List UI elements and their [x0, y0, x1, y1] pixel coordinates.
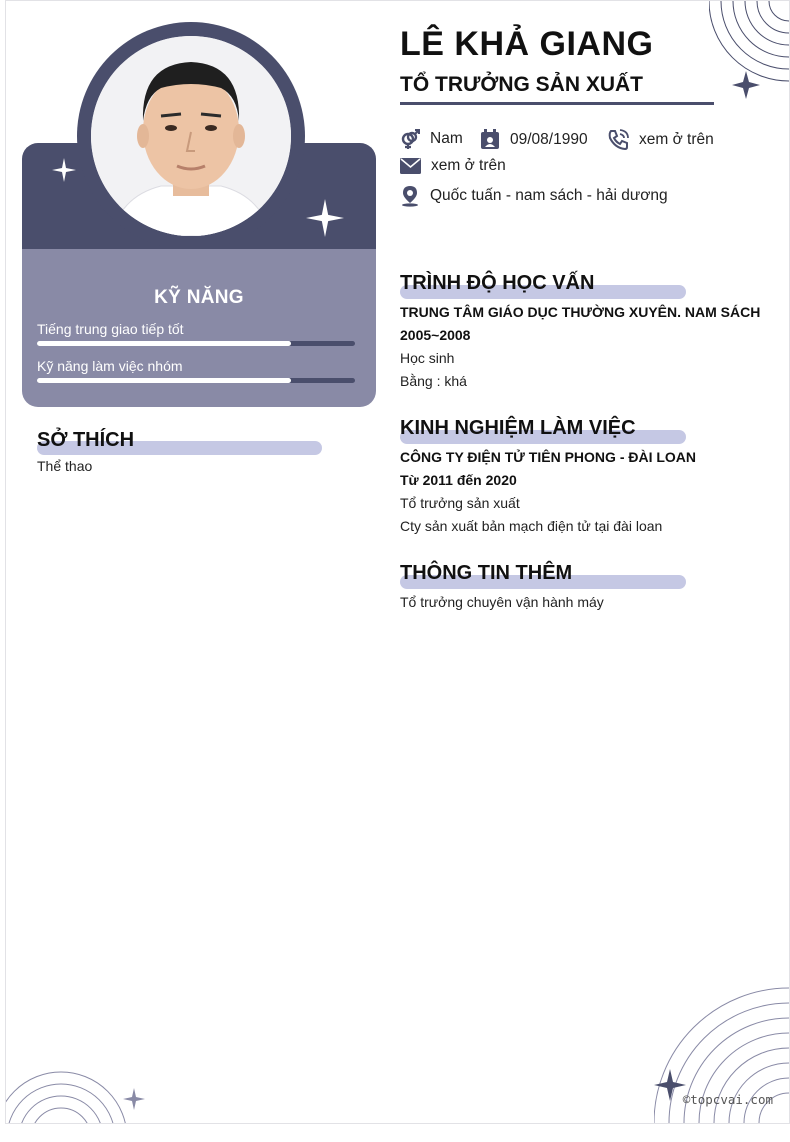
gender-value: Nam [430, 130, 463, 147]
sparkle-icon [52, 158, 76, 182]
hobbies-section [37, 429, 327, 478]
skills-title: KỸ NĂNG [154, 287, 244, 308]
skill-bar [37, 341, 355, 346]
phone-value: xem ở trên [639, 131, 714, 148]
skill-item [37, 358, 355, 383]
section-title: THÔNG TIN THÊM [400, 562, 573, 584]
sparkle-icon [306, 199, 344, 237]
additional-text: Tổ trưởng chuyên vận hành máy [400, 594, 604, 610]
location-icon [400, 185, 420, 207]
contact-address [400, 185, 668, 207]
hobbies-text: Thể thao [37, 458, 93, 474]
header-underline [400, 102, 714, 105]
skills-card [22, 249, 376, 407]
company-name: CÔNG TY ĐIỆN TỬ TIÊN PHONG - ĐÀI LOAN [400, 449, 697, 465]
contact-email [400, 157, 506, 175]
avatar-photo [91, 36, 291, 236]
candidate-position: TỔ TRƯỞNG SẢN XUẤT [400, 73, 643, 96]
experience-section [400, 417, 780, 538]
section-title: SỞ THÍCH [37, 429, 135, 451]
email-value: xem ở trên [431, 157, 506, 174]
address-value: Quốc tuấn - nam sách - hải dương [430, 187, 668, 204]
skill-bar-fill [37, 378, 291, 383]
sparkle-icon [123, 1088, 145, 1110]
email-icon [400, 158, 421, 174]
skill-label: Kỹ năng làm việc nhóm [37, 358, 183, 374]
section-title: TRÌNH ĐỘ HỌC VẤN [400, 272, 595, 294]
watermark: ©topcvai.com [682, 1092, 773, 1107]
experience-role: Tổ trưởng sản xuất [400, 495, 520, 511]
education-major: Học sinh [400, 350, 455, 366]
skill-label: Tiếng trung giao tiếp tốt [37, 321, 184, 337]
cv-page [5, 0, 790, 1124]
gender-icon [400, 129, 420, 149]
sparkle-icon [732, 71, 760, 99]
contact-birthday [480, 129, 588, 150]
contact-gender [400, 129, 463, 149]
education-section [400, 272, 780, 393]
additional-section [400, 562, 780, 614]
section-title: KINH NGHIỆM LÀM VIỆC [400, 417, 636, 439]
calendar-icon [480, 129, 500, 150]
phone-icon [607, 129, 629, 151]
skill-item [37, 321, 355, 346]
decorative-arcs-bottom-left [6, 1068, 146, 1123]
birthday-value: 09/08/1990 [510, 130, 588, 148]
education-period: 2005~2008 [400, 327, 471, 343]
experience-description: Cty sản xuất bản mạch điện tử tại đài loan [400, 518, 663, 534]
candidate-name: LÊ KHẢ GIANG [400, 25, 654, 63]
sparkle-icon [654, 1069, 686, 1101]
contact-phone [607, 129, 714, 151]
experience-period: Từ 2011 đến 2020 [400, 472, 517, 488]
education-degree: Bằng : khá [400, 373, 467, 389]
school-name: TRUNG TÂM GIÁO DỤC THƯỜNG XUYÊN. NAM SÁCH [400, 304, 761, 320]
decorative-arcs-top-right [709, 1, 789, 111]
avatar [91, 36, 291, 236]
skill-bar [37, 378, 355, 383]
skill-bar-fill [37, 341, 291, 346]
